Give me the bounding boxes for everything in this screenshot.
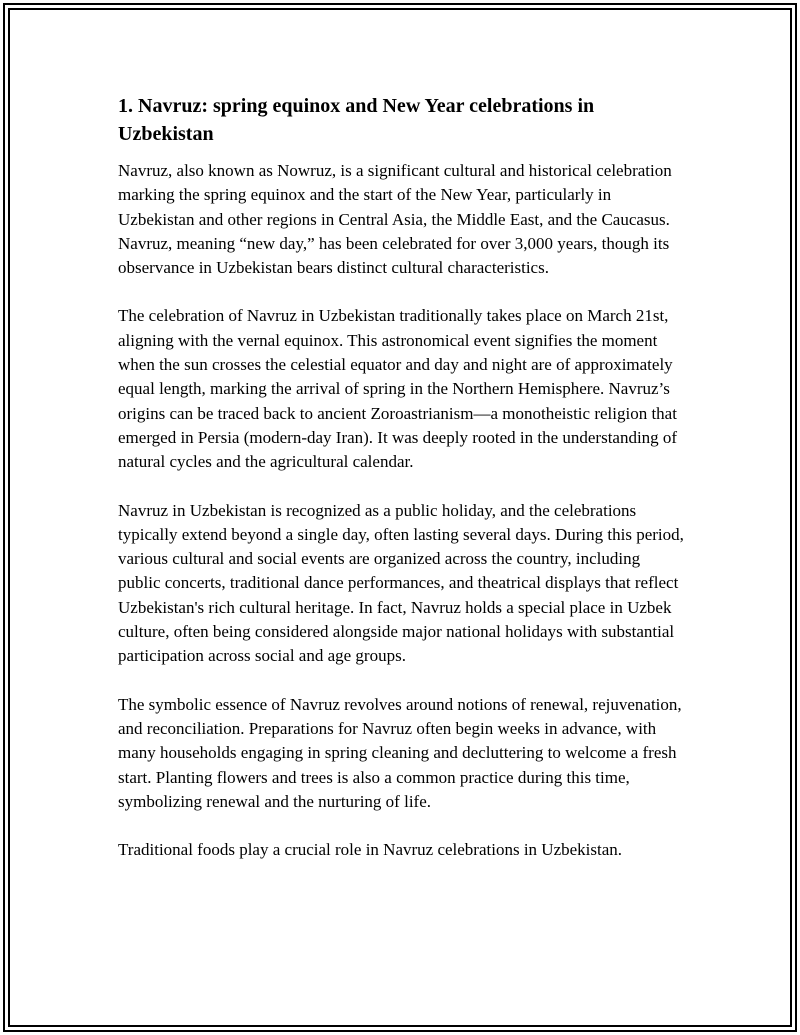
document-body [118, 92, 686, 886]
paragraph-4: The symbolic essence of Navruz revolves around notions of renewal, rejuvenation, and reconciliation. Preparations for Navruz often begin weeks in advance, with many households engaging in spring cleaning and decluttering to welcome a fresh start. Planting flowers and trees is also a common practice during this time, symbolizing renewal and the nurturing of life. [118, 694, 682, 811]
section-title: 1. Navruz: spring equinox and New Year celebrations in Uzbekistan [118, 95, 595, 145]
paragraph-2: The celebration of Navruz in Uzbekistan traditionally takes place on March 21st, aligning with the vernal equinox. This astronomical event signifies the moment when the sun crosses the celestial equator and day and night are of approximately equal length, marking the arrival of spring in the Northern Hemisphere. Navruz’s origins can be traced back to ancient Zoroastrianism—a monotheistic religion that emerged in Persia (modern-day Iran). It was deeply rooted in the understanding of natural cycles and the agricultural calendar. [118, 306, 678, 472]
paragraph-1: Navruz, also known as Nowruz, is a significant cultural and historical celebration marking the spring equinox and the start of the New Year, particularly in Uzbekistan and other regions in Central Asia, the Middle East, and the Caucasus. Navruz, meaning “new day,” has been celebrated for over 3,000 years, though its observance in Uzbekistan bears distinct cultural characteristics. [118, 161, 672, 278]
paragraph-3: Navruz in Uzbekistan is recognized as a public holiday, and the celebrations typically extend beyond a single day, often lasting several days. During this period, various cultural and social events are organized across the country, including public concerts, traditional dance performances, and theatrical displays that reflect Uzbekistan's rich cultural heritage. In fact, Navruz holds a special place in Uzbek culture, often being considered alongside major national holidays with substantial participation across social and age groups. [118, 500, 684, 666]
paragraph-5: Traditional foods play a crucial role in Navruz celebrations in Uzbekistan. [118, 840, 623, 860]
